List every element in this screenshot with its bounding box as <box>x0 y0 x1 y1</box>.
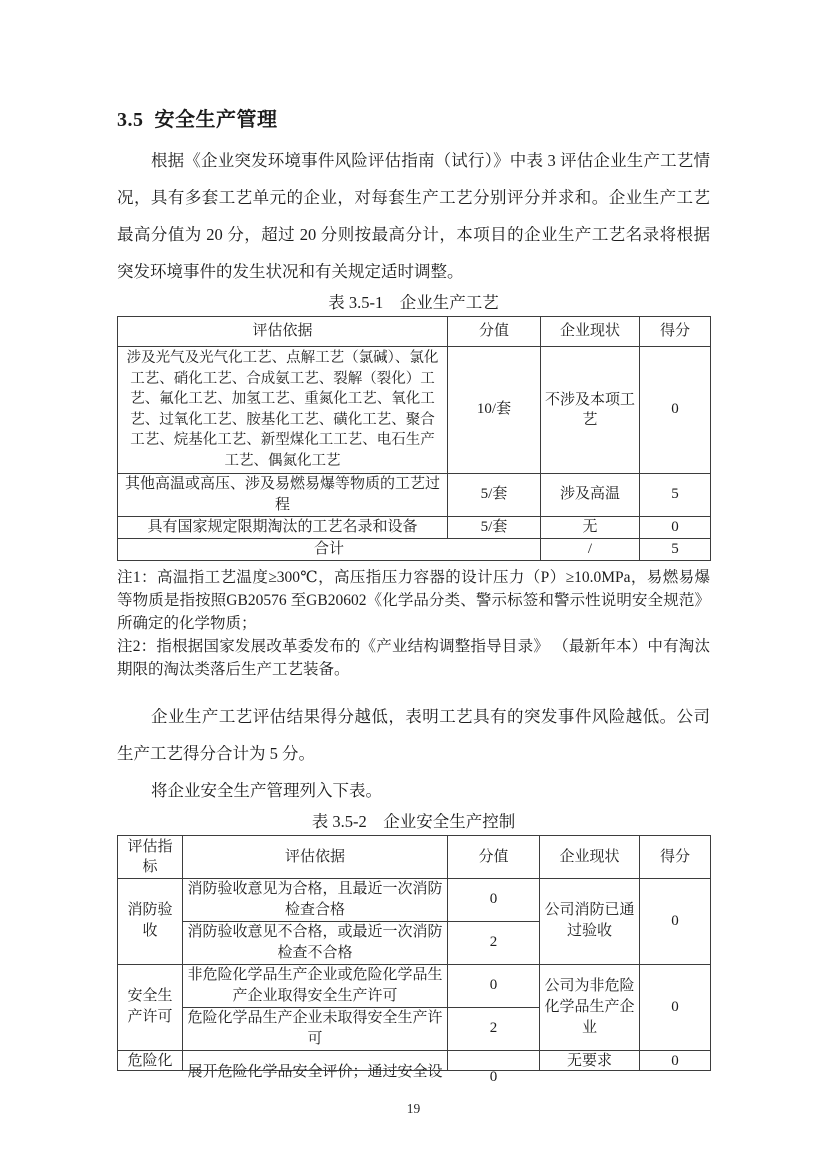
score-cell: 0 <box>640 878 711 964</box>
column-header-score: 得分 <box>640 835 711 878</box>
column-header-status: 企业现状 <box>541 317 640 347</box>
status-cell: 公司消防已通过验收 <box>540 878 640 964</box>
score-value-cell <box>448 1050 540 1085</box>
table2-caption: 表 3.5-2 企业安全生产控制 <box>311 811 516 831</box>
status-cell: 公司为非危险化学品生产企业 <box>540 964 640 1050</box>
clipped-text-wrap <box>187 1051 443 1080</box>
score-value-cell: 0 <box>448 878 540 921</box>
total-label-cell: 合计 <box>118 538 541 560</box>
table2-header-row <box>118 835 711 878</box>
score-value-cell: 0 <box>448 964 540 1007</box>
indicator-cell-fire: 消防验收 <box>118 878 183 964</box>
page-break-line <box>117 1070 710 1071</box>
safety-control-table-wrap <box>117 835 710 1085</box>
score-cell: 0 <box>640 964 711 1050</box>
table2-row-fire-pass <box>118 878 711 921</box>
note-2: 注2：指根据国家发展改革委发布的《产业结构调整指导目录》 （最新年本）中有淘汰期限的淘汰类落后生产工艺装备。 <box>117 637 710 678</box>
status-cell: 不涉及本项工艺 <box>541 347 640 474</box>
basis-cell: 涉及光气及光气化工艺、点解工艺（氯碱）、氯化工艺、硝化工艺、合成氨工艺、裂解（裂化）工艺、氟化工艺、加氢工艺、重氮化工艺、氧化工艺、过氧化工艺、胺基化工艺、磺化工艺、聚合工艺、烷基化工艺、新型煤化工工艺、电石生产工艺、偶氮化工艺 <box>118 347 448 474</box>
total-status-cell: / <box>541 538 640 560</box>
basis-cell: 危险化学品生产企业未取得安全生产许可 <box>183 1007 448 1050</box>
indicator-cell-hazchem: 危险化 <box>118 1050 183 1071</box>
basis-cell: 具有国家规定限期淘汰的工艺名录和设备 <box>118 516 448 538</box>
table1-notes <box>117 566 710 681</box>
clipped-value-wrap <box>452 1051 535 1085</box>
score-value-cell: 2 <box>448 921 540 964</box>
paragraph-result: 企业生产工艺评估结果得分越低，表明工艺具有的突发事件风险越低。公司生产工艺得分合计为 5 分。 <box>117 706 710 763</box>
status-cell: 无 <box>541 516 640 538</box>
basis-cell: 消防验收意见不合格，或最近一次消防检查不合格 <box>183 921 448 964</box>
paragraph-lead-in: 将企业安全生产管理列入下表。 <box>151 780 382 800</box>
table2-row-hazchem-clipped <box>118 1050 711 1071</box>
score-value-cell: 5/套 <box>448 516 541 538</box>
clipped-basis-text: 展开危险化学品安全评价；通过安全设 <box>187 1063 443 1080</box>
score-value-cell: 5/套 <box>448 473 541 516</box>
table2-row-license-yes <box>118 964 711 1007</box>
paragraph-intro: 根据《企业突发环境事件风险评估指南（试行）》中表 3 评估企业生产工艺情况，具有多套工艺单元的企业，对每套生产工艺分别评分并求和。企业生产工艺最高分值为 20 分，超过 20 分则按最高分计，本项目的企业生产工艺名录将根据突发环境事件的发生状况和有关规定适时调整。 <box>117 151 710 281</box>
status-cell: 无要求 <box>540 1050 640 1071</box>
section-heading: 3.5 安全生产管理 <box>117 109 278 131</box>
score-value-cell: 10/套 <box>448 347 541 474</box>
table1-row-obsolete <box>118 516 711 538</box>
basis-cell <box>183 1050 448 1080</box>
note-1: 注1：高温指工艺温度≥300℃，高压指压力容器的设计压力（P）≥10.0MPa，易燃易爆等物质是指按照GB20576 至GB20602《化学品分类、警示标签和警示性说明安全规范》所确定的化学物质； <box>117 568 710 632</box>
score-cell: 0 <box>640 516 711 538</box>
column-header-basis: 评估依据 <box>118 317 448 347</box>
production-process-table <box>117 316 711 561</box>
page-content <box>117 0 710 1117</box>
safety-control-table <box>117 835 711 1085</box>
column-header-score-value: 分值 <box>448 317 541 347</box>
basis-cell: 其他高温或高压、涉及易燃易爆等物质的工艺过程 <box>118 473 448 516</box>
table1-header-row <box>118 317 711 347</box>
column-header-basis: 评估依据 <box>183 835 448 878</box>
score-value-cell: 2 <box>448 1007 540 1050</box>
table1-row-processes <box>118 347 711 474</box>
basis-cell: 非危险化学品生产企业或危险化学品生产企业取得安全生产许可 <box>183 964 448 1007</box>
score-cell: 5 <box>640 473 711 516</box>
column-header-status: 企业现状 <box>540 835 640 878</box>
clipped-value-text: 0 <box>489 1068 498 1085</box>
page-number: 19 <box>406 1101 421 1117</box>
table1-total-row <box>118 538 711 560</box>
column-header-indicator: 评估指标 <box>118 835 183 878</box>
table1-row-high-temp <box>118 473 711 516</box>
score-cell: 0 <box>640 347 711 474</box>
status-cell: 涉及高温 <box>541 473 640 516</box>
table1-caption: 表 3.5-1 企业生产工艺 <box>328 293 499 312</box>
column-header-score-value: 分值 <box>448 835 540 878</box>
score-cell: 0 <box>640 1050 711 1071</box>
basis-cell: 消防验收意见为合格，且最近一次消防检查合格 <box>183 878 448 921</box>
indicator-cell-license: 安全生产许可 <box>118 964 183 1050</box>
column-header-score: 得分 <box>640 317 711 347</box>
total-score-cell: 5 <box>640 538 711 560</box>
